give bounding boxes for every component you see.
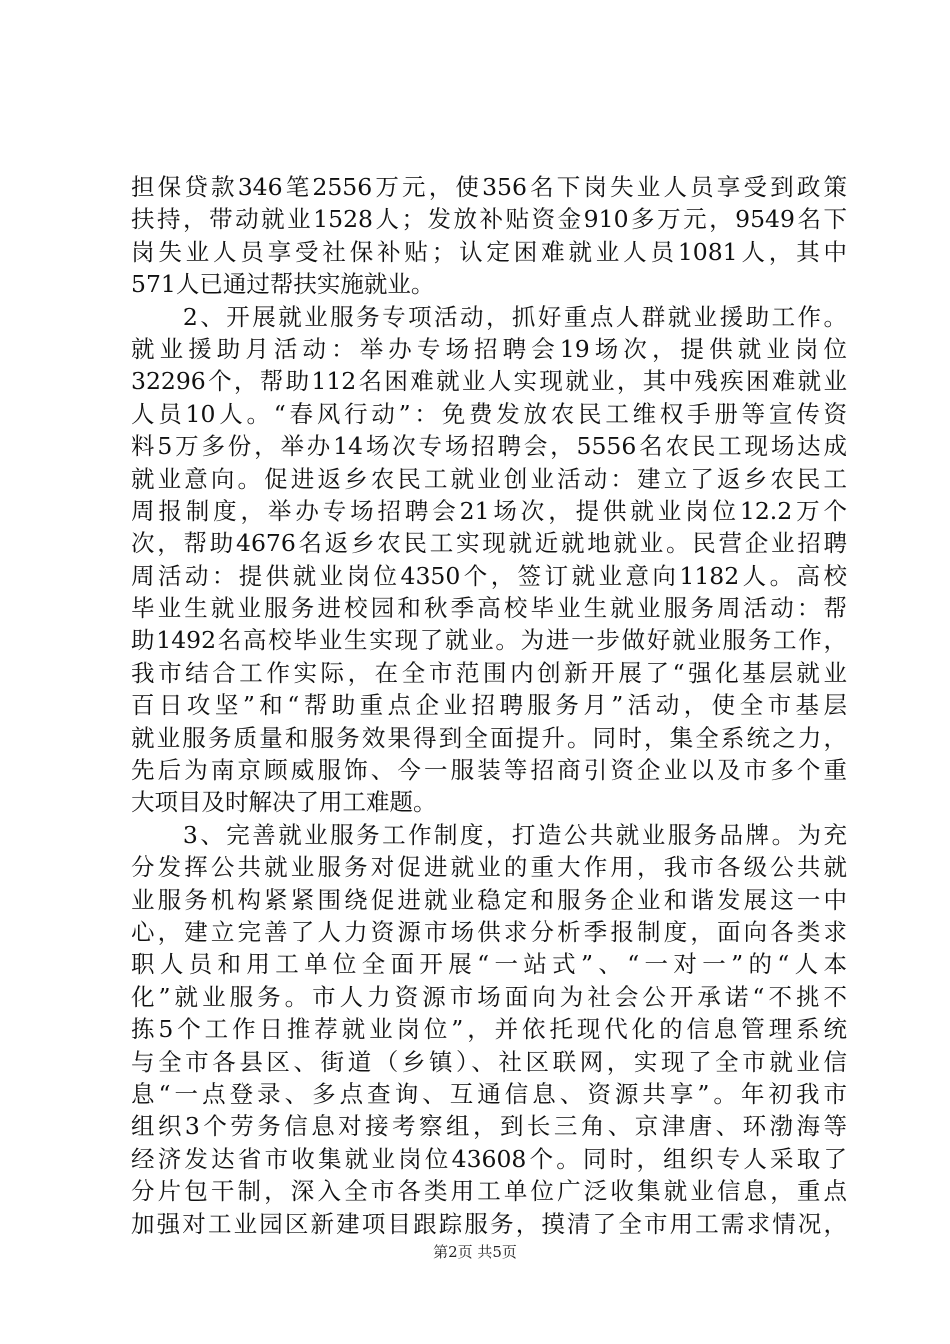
text-line: 先后为南京顾威服饰、今一服装等招商引资企业以及市多个重 [131, 756, 847, 785]
text-line: 571人已通过帮扶实施就业。 [131, 270, 435, 299]
text-line: 职人员和用工单位全面开展“一站式”、“一对一”的“人本 [131, 950, 847, 979]
text-line: 就业意向。促进返乡农民工就业创业活动：建立了返乡农民工 [131, 464, 847, 493]
text-line: 岗失业人员享受社保补贴；认定困难就业人员1081人，其中 [131, 237, 847, 266]
text-line: 息“一点登录、多点查询、互通信息、资源共享”。年初我市 [131, 1079, 847, 1108]
text-line: 就业援助月活动：举办专场招聘会19场次，提供就业岗位 [131, 334, 847, 363]
text-line: 化”就业服务。市人力资源市场面向为社会公开承诺“不挑不 [131, 982, 847, 1011]
text-line: 担保贷款346笔2556万元，使356名下岗失业人员享受到政策 [131, 173, 847, 201]
text-line: 毕业生就业服务进校园和秋季高校毕业生就业服务周活动：帮 [131, 594, 847, 623]
text-line: 助1492名高校毕业生实现了就业。为进一步做好就业服务工作， [131, 626, 847, 655]
text-line: 分片包干制，深入全市各类用工单位广泛收集就业信息，重点 [131, 1177, 847, 1206]
text-line: 32296个，帮助112名困难就业人实现就业，其中残疾困难就业 [131, 367, 847, 396]
text-line: 加强对工业园区新建项目跟踪服务，摸清了全市用工需求情况， [131, 1209, 847, 1238]
text-line: 周报制度，举办专场招聘会21场次，提供就业岗位12.2万个 [131, 496, 847, 525]
text-line: 就业服务质量和服务效果得到全面提升。同时，集全系统之力， [131, 723, 847, 752]
text-line: 2、开展就业服务专项活动，抓好重点人群就业援助工作。 [131, 302, 847, 331]
body-text [131, 171, 847, 1240]
text-line: 我市结合工作实际，在全市范围内创新开展了“强化基层就业 [131, 658, 847, 687]
text-line: 心，建立完善了人力资源市场供求分析季报制度，面向各类求 [131, 917, 847, 946]
text-line: 经济发达省市收集就业岗位43608个。同时，组织专人采取了 [131, 1144, 847, 1173]
page-footer: 第2页 共5页 [433, 1243, 517, 1261]
text-line: 大项目及时解决了用工难题。 [131, 788, 437, 817]
text-line: 3、完善就业服务工作制度，打造公共就业服务品牌。为充 [131, 820, 847, 849]
text-line: 人员10人。“春风行动”：免费发放农民工维权手册等宣传资 [131, 399, 847, 428]
text-line: 百日攻坚”和“帮助重点企业招聘服务月”活动，使全市基层 [131, 691, 847, 720]
text-line: 次，帮助4676名返乡农民工实现就近就地就业。民营企业招聘 [131, 529, 847, 558]
text-line: 与全市各县区、街道（乡镇）、社区联网，实现了全市就业信 [131, 1047, 847, 1076]
text-line: 分发挥公共就业服务对促进就业的重大作用，我市各级公共就 [131, 853, 847, 882]
text-line: 组织3个劳务信息对接考察组，到长三角、京津唐、环渤海等 [131, 1112, 847, 1141]
text-line: 拣5个工作日推荐就业岗位”，并依托现代化的信息管理系统 [131, 1015, 847, 1044]
text-line: 扶持，带动就业1528人；发放补贴资金910多万元，9549名下 [131, 205, 847, 234]
text-line: 周活动：提供就业岗位4350个，签订就业意向1182人。高校 [131, 561, 847, 590]
text-line: 业服务机构紧紧围绕促进就业稳定和服务企业和谐发展这一中 [131, 885, 847, 914]
text-line: 料5万多份，举办14场次专场招聘会，5556名农民工现场达成 [131, 432, 847, 461]
